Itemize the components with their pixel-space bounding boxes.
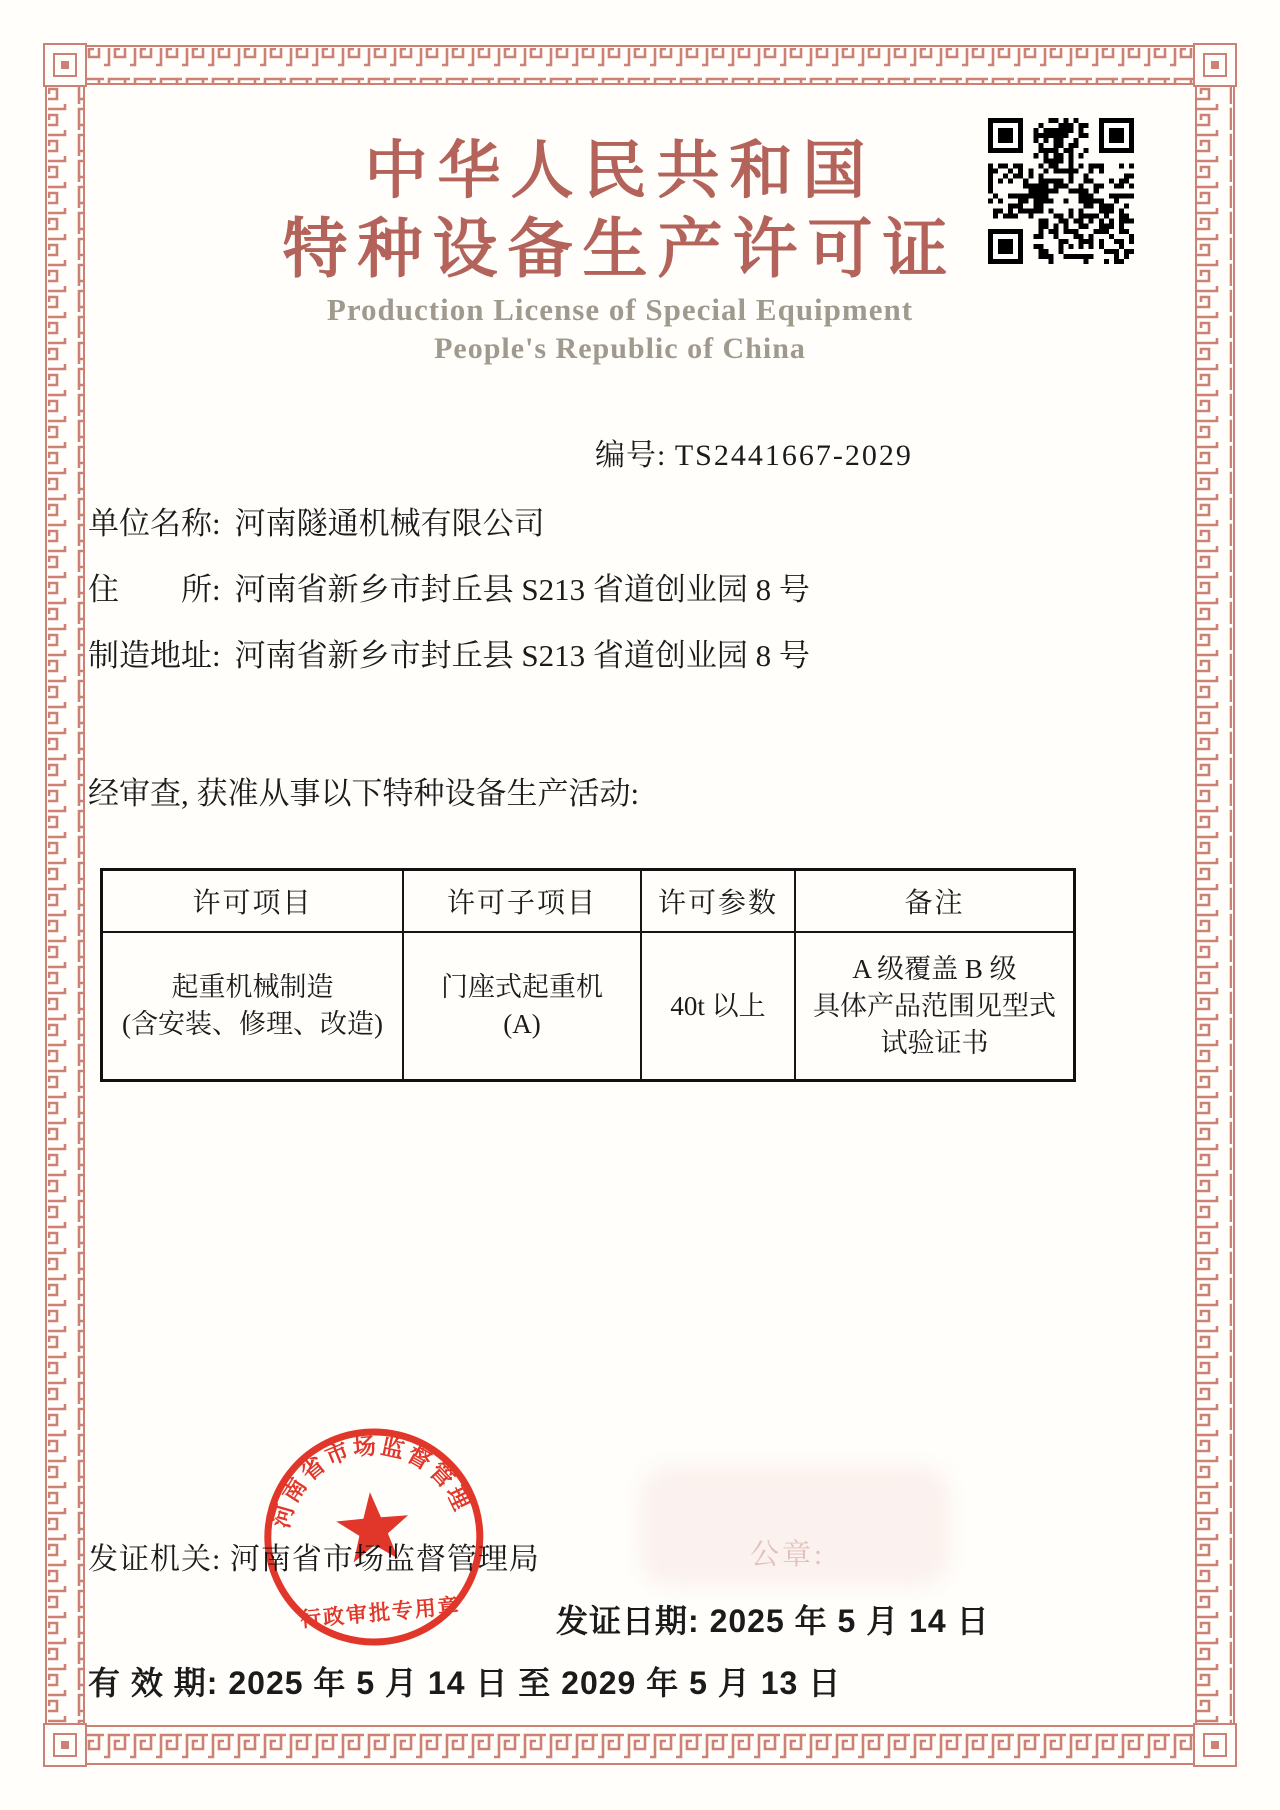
license-number-line [595, 430, 913, 474]
cell-license-subproject [403, 932, 641, 1081]
license-table-data-row [102, 932, 1075, 1081]
issue-date-label: 发证日期: [556, 1603, 700, 1639]
field-address-value: 河南省新乡市封丘县 S213 省道创业园 8 号 [234, 572, 810, 607]
license-number-label: 编号: [595, 439, 667, 472]
official-seal-label: 公章: [750, 1539, 826, 1571]
field-company-name [88, 498, 1192, 543]
project-line2: (含安装、修理、改造) [122, 1009, 383, 1039]
red-official-stamp [248, 1414, 499, 1663]
validity-line [88, 1658, 841, 1704]
issuer-label: 发证机关: [88, 1543, 222, 1576]
field-company-name-label: 单位名称: [88, 506, 221, 541]
field-manufacturing-address-label: 制造地址: [88, 638, 221, 673]
license-number-value: TS2441667-2029 [674, 439, 913, 472]
remark-line2: 具体产品范围见型式试验证书 [813, 990, 1056, 1058]
license-table-header-row [102, 870, 1075, 933]
remark-line1: A 级覆盖 B 级 [852, 953, 1017, 984]
issuer-value: 河南省市场监督管理局 [229, 1543, 540, 1576]
seal-bottom-text: 行政审批专用章 [299, 1593, 462, 1632]
issue-date-line [556, 1596, 990, 1642]
parameter-value: 40t 以上 [670, 990, 766, 1021]
header-license-subproject: 许可子项目 [403, 870, 641, 933]
validity-label: 有 效 期: [88, 1665, 219, 1701]
approval-statement: 经审查, 获准从事以下特种设备生产活动: [88, 776, 640, 811]
validity-value: 2025 年 5 月 14 日 至 2029 年 5 月 13 日 [228, 1665, 842, 1701]
header-remarks: 备注 [795, 870, 1075, 933]
title-cn-line2: 特种设备生产许可证 [282, 212, 958, 285]
project-line1: 起重机械制造 [171, 972, 334, 1002]
cell-license-project [102, 932, 404, 1081]
subproject-line1: 门座式起重机 [441, 972, 603, 1002]
field-address [88, 564, 1192, 609]
seal-star-icon [334, 1489, 412, 1564]
seal-arc-text: 河南省市场监督管理 [268, 1433, 476, 1531]
field-manufacturing-address [88, 630, 1192, 675]
cell-remarks [795, 932, 1075, 1081]
field-manufacturing-address-value: 河南省新乡市封丘县 S213 省道创业园 8 号 [234, 638, 810, 673]
issue-date-value: 2025 年 5 月 14 日 [709, 1603, 990, 1639]
subproject-line2: (A) [503, 1009, 541, 1039]
cell-license-parameter [641, 932, 795, 1081]
field-address-label: 住 所: [88, 572, 221, 607]
header-license-parameter: 许可参数 [641, 870, 795, 933]
title-en-line1: Production License of Special Equipment [326, 292, 914, 327]
license-table [100, 868, 1076, 1082]
title-cn-line1: 中华人民共和国 [364, 136, 876, 206]
header-license-project: 许可项目 [102, 870, 404, 933]
title-en-line2: People's Republic of China [434, 332, 806, 365]
field-company-name-value: 河南隧通机械有限公司 [234, 506, 545, 541]
